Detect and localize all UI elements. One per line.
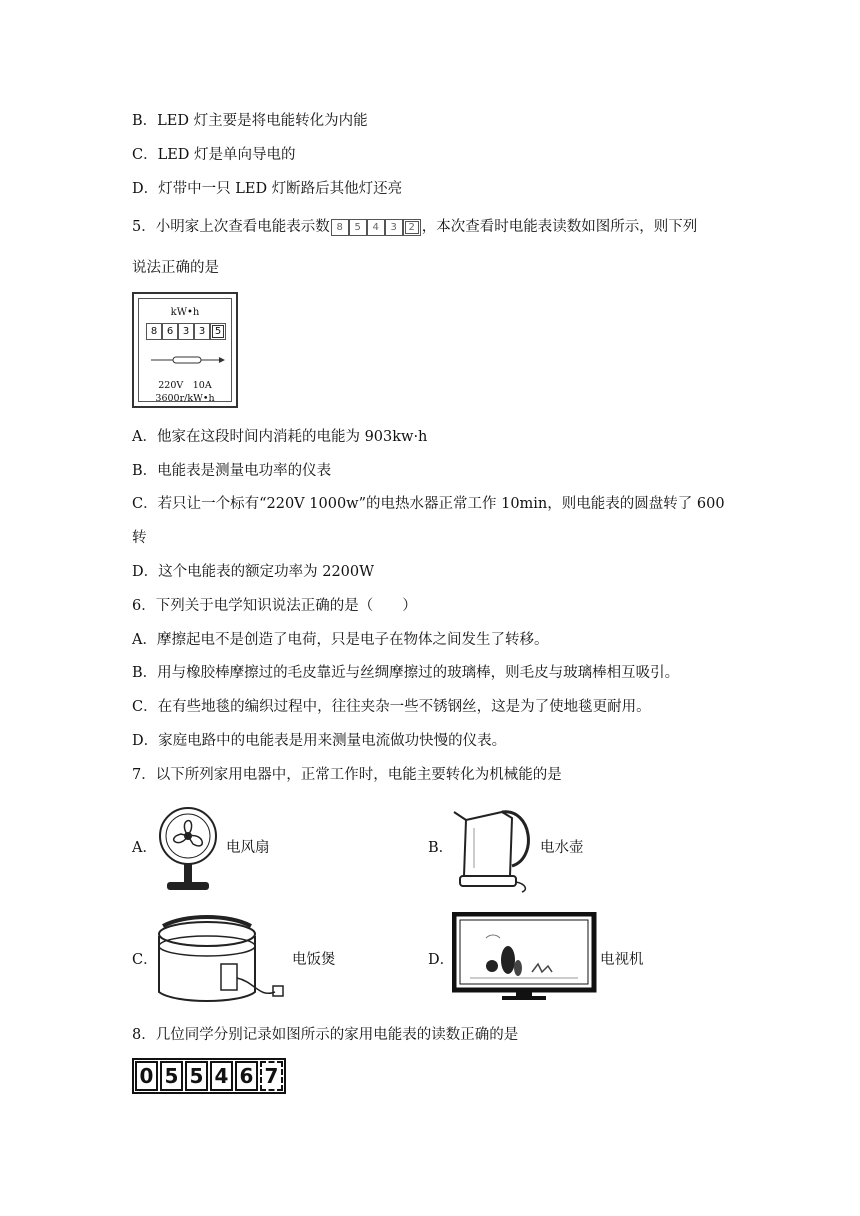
q7-option-a-text: 电风扇: [226, 840, 270, 856]
q7-option-c-text: 电饭煲: [292, 952, 336, 968]
q8-meter-digit: 6: [235, 1061, 258, 1091]
q6-option-d: D．家庭电路中的电能表是用来测量电流做功快慢的仪表。: [132, 733, 507, 749]
rice-cooker-icon: [155, 912, 290, 1010]
meter-disc-arrow-icon: [149, 353, 227, 367]
q5-option-d: D．这个电能表的额定功率为 2200W: [132, 564, 375, 580]
q5-stem-continued: 说法正确的是: [132, 260, 219, 276]
q8-meter-digit: 5: [185, 1061, 208, 1091]
meter-digit: 3: [194, 323, 210, 340]
inline-meter-reading: [331, 219, 421, 236]
electric-kettle-icon: [452, 798, 538, 896]
q6-stem: 6．下列关于电学知识说法正确的是（ ）: [132, 598, 417, 614]
q7-option-c-letter: C．: [132, 952, 158, 968]
q6-option-b: B．用与橡胶棒摩擦过的毛皮靠近与丝绸摩擦过的玻璃棒，则毛皮与玻璃棒相互吸引。: [132, 665, 680, 681]
q7-option-d-text: 电视机: [600, 952, 644, 968]
q5-option-c: C．若只让一个标有“220V 1000w”的电热水器正常工作 10min，则电能表的圆盘转了 600: [132, 496, 725, 512]
q4-option-b: B．LED 灯主要是将电能转化为内能: [132, 113, 368, 129]
meter-unit: kW•h: [170, 307, 200, 318]
q6-option-a: A．摩擦起电不是创造了电荷，只是电子在物体之间发生了转移。: [132, 632, 549, 648]
q7-option-b-text: 电水壶: [540, 840, 584, 856]
meter-digit: 6: [162, 323, 178, 340]
q8-meter-digit: 4: [210, 1061, 233, 1091]
meter-rating: 220V 10A: [158, 380, 212, 391]
meter-digit: 3: [178, 323, 194, 340]
q4-option-d: D．灯带中一只 LED 灯断路后其他灯还亮: [132, 181, 403, 197]
q5-stem-part1: 5．小明家上次查看电能表示数: [132, 219, 330, 235]
q8-meter-digit: 5: [160, 1061, 183, 1091]
meter-digit-decimal: 5: [210, 323, 226, 340]
television-icon: [452, 912, 598, 1004]
electric-fan-icon: [155, 796, 225, 896]
inline-meter-digit: 4: [367, 219, 385, 236]
q5-option-c-continued: 转: [132, 530, 147, 546]
q4-option-c: C．LED 灯是单向导电的: [132, 147, 296, 163]
q7-option-a-letter: A．: [132, 840, 157, 856]
meter-digit: 8: [146, 323, 162, 340]
inline-meter-digit: 8: [331, 219, 349, 236]
q5-stem-part2: ，本次查看时电能表读数如图所示，则下列: [421, 219, 698, 235]
q5-option-a: A．他家在这段时间内消耗的电能为 903kw·h: [132, 429, 428, 445]
q5-option-b: B．电能表是测量电功率的仪表: [132, 463, 332, 479]
meter-counter: [146, 323, 226, 340]
inline-meter-digit-decimal: 2: [403, 219, 421, 236]
q5-stem: [132, 217, 697, 237]
electric-meter-figure: [132, 292, 238, 408]
inline-meter-digit: 5: [349, 219, 367, 236]
meter-constant: 3600r/kW•h: [155, 393, 215, 404]
electric-meter-panel: [138, 298, 232, 402]
q8-meter-digit-decimal: 7: [260, 1061, 283, 1091]
q7-option-b-letter: B．: [428, 840, 454, 856]
inline-meter-digit: 3: [385, 219, 403, 236]
q8-meter-reading: [132, 1058, 286, 1094]
q8-stem: 8．几位同学分别记录如图所示的家用电能表的读数正确的是: [132, 1027, 519, 1043]
q8-meter-digit: 0: [135, 1061, 158, 1091]
q6-option-c: C．在有些地毯的编织过程中，往往夹杂一些不锈钢丝，这是为了使地毯更耐用。: [132, 699, 651, 715]
q7-option-d-letter: D．: [428, 952, 455, 968]
q7-stem: 7．以下所列家用电器中，正常工作时，电能主要转化为机械能的是: [132, 767, 562, 783]
